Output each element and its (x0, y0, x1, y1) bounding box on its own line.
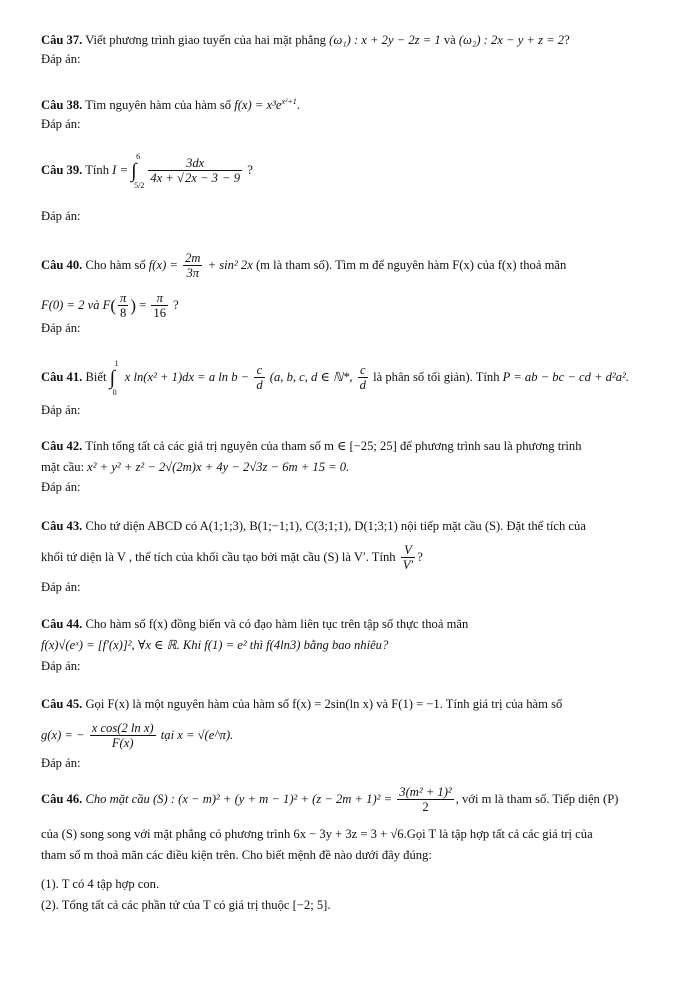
question-46 (41, 785, 618, 815)
answer-label: Đáp án: (41, 580, 81, 594)
integral-name: I = (112, 162, 129, 177)
question-label: Câu 37. (41, 33, 83, 47)
question-label: Câu 43. (41, 519, 83, 533)
upper-limit: 6 (136, 151, 141, 161)
denominator: V′ (402, 558, 414, 573)
numerator: c (254, 363, 264, 378)
lower-limit: 5/2 (134, 181, 145, 191)
value-fraction (151, 291, 168, 321)
question-text: Cho tứ diện ABCD có A(1;1;3), B(1;−1;1), C(3;1;1), D(1;3;1) nội tiếp mặt cầu (S). Đặt thể tích của (85, 519, 586, 533)
parameters: (a, b, c, d ∈ ℕ*, (269, 369, 353, 384)
lower-limit: 0 (112, 388, 117, 398)
c-over-d (254, 363, 264, 393)
radicand: 2x − 3 (184, 171, 218, 186)
sphere-equation: Cho mặt cầu (S) : (x − m)² + (y + m − 1)² + (z − 2m + 1)² = (85, 791, 393, 806)
numerator: 3dx (148, 156, 242, 171)
question-45 (41, 697, 562, 713)
numerator: c (358, 363, 368, 378)
denominator: 3π (186, 266, 200, 281)
question-46-line2: của (S) song song với mặt phẳng có phương trình 6x − 3y + 3z = 3 + √6.Gọi T là tập hợp tất cả các giá trị của (41, 827, 593, 841)
answer-label: Đáp án: (41, 659, 81, 673)
denominator: 8 (120, 306, 127, 321)
question-text: Cho hàm số (85, 257, 146, 272)
numerator: 3(m² + 1)² (399, 785, 452, 799)
question-label: Câu 39. (41, 162, 83, 177)
coefficient-fraction (183, 251, 202, 281)
integrand-fraction (148, 156, 242, 186)
upper-limit: 1 (114, 358, 119, 368)
plane-1: (ω₁) : x + 2y − 2z = 1 (329, 33, 441, 47)
answer-label: Đáp án: (41, 480, 81, 494)
answer-label: Đáp án: (41, 52, 81, 66)
answer-label: Đáp án: (41, 756, 81, 770)
denominator: d (256, 378, 263, 393)
denominator: 2 (422, 800, 429, 815)
question-text: (m là tham số). Tìm m để nguyên hàm F(x) của f(x) thoả mãn (255, 257, 567, 272)
numerator: 2m (185, 251, 201, 265)
question-text: mặt cầu: (41, 460, 85, 474)
numerator: V (401, 543, 415, 558)
evaluation-point: tại x = √(e^π). (160, 727, 234, 742)
denominator: d (359, 378, 366, 393)
question-label: Câu 41. (41, 369, 83, 384)
plane-2: (ω₂) : 2x − y + z = 2 (458, 33, 565, 47)
statement-2: (2). Tổng tất cả các phần tử của T có giá trị thuộc [−2; 5]. (41, 898, 331, 912)
function-g: g(x) = − (41, 727, 85, 742)
condition: F(0) = 2 và F (41, 297, 111, 312)
question-text: khối tứ diện là V , thể tích của khối cầu tạo bởi mặt cầu (S) là V′. Tính (41, 549, 396, 564)
question-text: Tìm nguyên hàm của hàm số (85, 98, 232, 113)
numerator: π (120, 291, 127, 305)
question-text: Cho hàm số f(x) đồng biến và có đạo hàm liên tục trên tập số thực thoả mãn (85, 617, 469, 631)
integral-sign: ∫ 6 5/2 (131, 151, 145, 191)
question-38 (41, 97, 300, 114)
denominator-part: 4x + (150, 171, 174, 186)
question-label: Câu 46. (41, 791, 83, 806)
denominator-part: − 9 (222, 171, 241, 186)
target-expression: P = ab − bc − cd + d²a². (502, 369, 629, 384)
function-name: f(x) = (148, 257, 178, 272)
exponent: x²+1 (281, 97, 297, 106)
answer-label: Đáp án: (41, 403, 81, 417)
sphere-equation: x² + y² + z² − 2√(2m)x + 4y − 2√3z − 6m + 15 = 0. (87, 460, 350, 474)
statement-1: (1). T có 4 tập hợp con. (41, 877, 160, 891)
argument-fraction (118, 291, 128, 321)
conjunction: và (443, 33, 456, 47)
question-end: ? (417, 549, 423, 564)
volume-ratio (401, 543, 415, 573)
denominator: F(x) (111, 736, 134, 751)
answer-label: Đáp án: (41, 209, 81, 223)
numerator: π (151, 291, 168, 306)
question-40 (41, 251, 566, 281)
question-43-line2 (41, 543, 423, 573)
question-text: Biết (85, 369, 107, 384)
question-44 (41, 617, 468, 633)
question-end: ? (173, 297, 179, 312)
question-text: Tính (85, 162, 110, 177)
question-text: , với m là tham số. Tiếp diện (P) (455, 791, 619, 806)
answer-label: Đáp án: (41, 117, 81, 131)
answer-label: Đáp án: (41, 321, 81, 335)
function-expression: f(x) = x³e (234, 98, 282, 113)
question-end: ? (564, 33, 570, 47)
question-40-condition: F(0) = 2 và F( $\frac{\pi}{8}$ ) = $\frac{\pi}{16}$ ? (41, 291, 179, 321)
question-label: Câu 44. (41, 617, 83, 631)
g-fraction (90, 721, 156, 751)
question-end: ? (247, 162, 253, 177)
question-text: Gọi F(x) là một nguyên hàm của hàm số f(x) = 2sin(ln x) và F(1) = −1. Tính giá trị của hàm số (85, 697, 563, 711)
question-42-line2 (41, 460, 349, 476)
function-rest: + sin² 2x (207, 257, 253, 272)
question-text: Viết phương trình giao tuyến của hai mặt phẳng (85, 33, 326, 47)
numerator: x cos(2 ln x) (91, 721, 154, 735)
question-43 (41, 519, 586, 535)
integrand: x ln(x² + 1)dx = a ln b − (124, 369, 250, 384)
question-46-line3: tham số m thoả mãn các điều kiện trên. Cho biết mệnh đề nào dưới đây đúng: (41, 848, 432, 862)
question-text: Tính tổng tất cả các giá trị nguyên của tham số m ∈ [−25; 25] để phương trình sau là phương trình (85, 439, 582, 453)
radius-fraction (397, 785, 453, 815)
denominator: 4x + √2x − 3 − 9 (150, 171, 241, 186)
question-42 (41, 439, 582, 455)
question-39 (41, 151, 253, 191)
question-label: Câu 40. (41, 257, 83, 272)
question-label: Câu 38. (41, 98, 83, 113)
question-label: Câu 42. (41, 439, 83, 453)
question-end: . (296, 98, 300, 113)
question-44-line2: f(x)√(eˣ) = [f′(x)]², ∀x ∈ ℝ. Khi f(1) = e² thì f(4ln3) bằng bao nhiêu? (41, 638, 389, 652)
integral-sign: ∫ 1 0 (109, 358, 119, 398)
question-45-line2 (41, 721, 233, 751)
question-text: là phân số tối giản). Tính (373, 369, 500, 384)
question-37 (41, 33, 570, 49)
c-over-d (358, 363, 368, 393)
question-41 (41, 358, 629, 398)
denominator: 16 (153, 306, 167, 321)
question-label: Câu 45. (41, 697, 83, 711)
